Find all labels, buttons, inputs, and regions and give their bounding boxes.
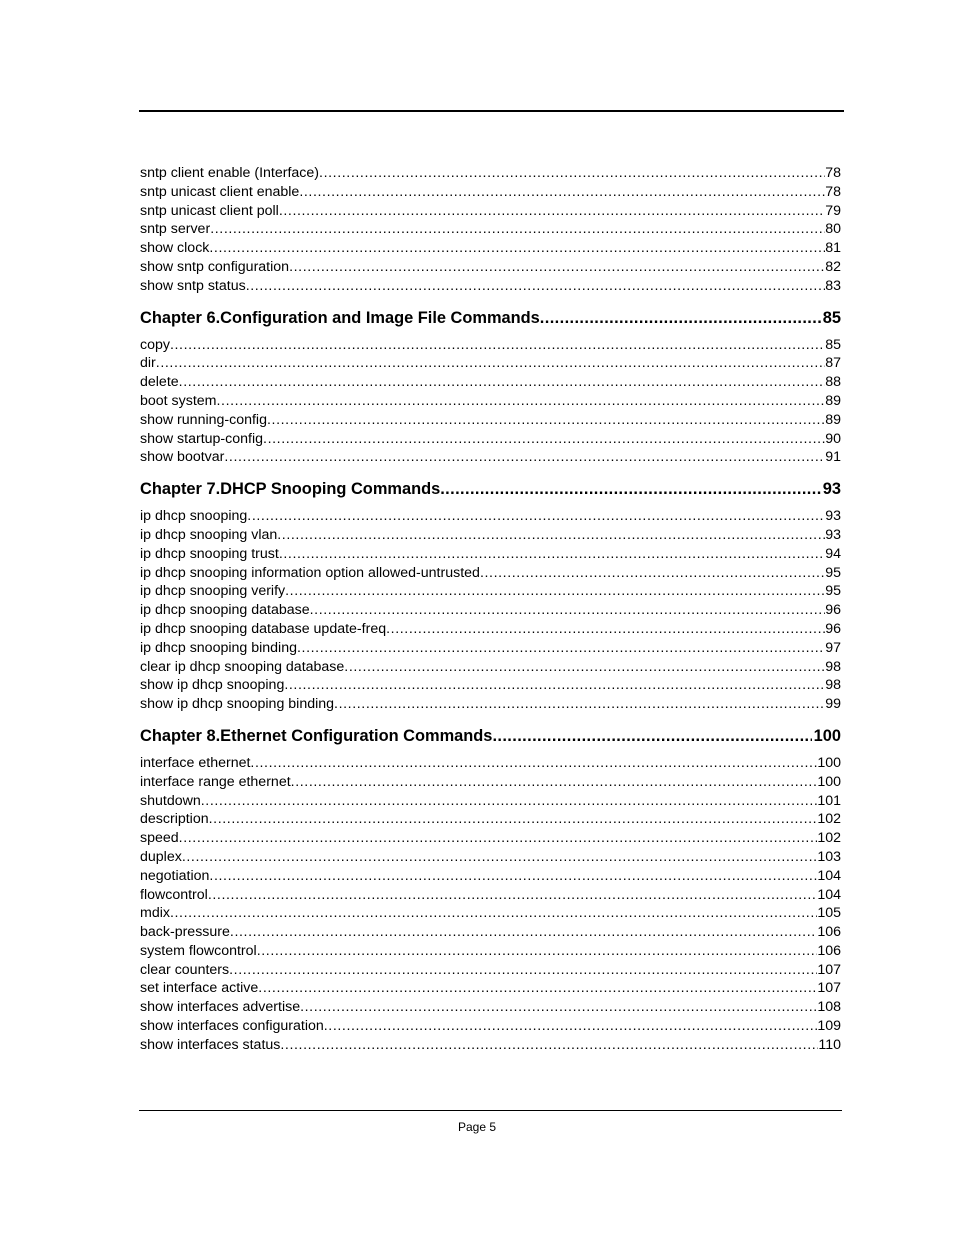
toc-page-number: 85 — [825, 336, 841, 353]
dot-leader — [263, 430, 825, 449]
toc-entry-label: boot system — [140, 392, 217, 409]
toc-page-number: 93 — [825, 508, 841, 525]
toc-entry[interactable] — [140, 202, 841, 221]
toc-page-number: 102 — [817, 830, 841, 847]
dot-leader — [201, 792, 818, 811]
toc-entry-label: show startup-config — [140, 430, 264, 447]
toc-entry[interactable] — [140, 620, 841, 639]
toc-entry-label: ip dhcp snooping — [140, 508, 248, 525]
toc-page-number: 107 — [817, 980, 841, 997]
dot-leader — [300, 998, 817, 1017]
toc-page-number: 97 — [825, 639, 841, 656]
toc-page-number: 102 — [817, 811, 841, 828]
toc-entry-label: sntp client enable (Interface) — [140, 165, 320, 181]
dot-leader — [257, 942, 818, 961]
toc-entry[interactable] — [140, 601, 841, 620]
toc-page-number: 106 — [817, 924, 841, 941]
dot-leader — [480, 564, 825, 583]
toc-entry-label: description — [140, 811, 209, 828]
dot-leader — [258, 979, 817, 998]
dot-leader — [246, 277, 826, 296]
toc-entry-label: set interface active — [140, 980, 259, 997]
toc-page-number: 103 — [817, 848, 841, 865]
toc-entry-label: ip dhcp snooping vlan — [140, 526, 278, 543]
toc-entry-label: dir — [140, 355, 156, 372]
toc-entry[interactable] — [140, 1036, 841, 1055]
toc-entry[interactable] — [140, 220, 841, 239]
toc-entry[interactable] — [140, 695, 841, 714]
toc-entry-label: ip dhcp snooping binding — [140, 639, 297, 656]
dot-leader — [440, 477, 821, 501]
page-number: Page 5 — [457, 1120, 497, 1134]
toc-entry[interactable] — [140, 658, 841, 677]
toc-page-number: 79 — [825, 202, 841, 219]
toc-page-number: 96 — [825, 620, 841, 637]
toc-entry-label: ip dhcp snooping information option allowed-untrusted — [140, 564, 480, 581]
dot-leader — [209, 810, 818, 829]
dot-leader — [279, 545, 825, 564]
toc-entry-label: show ip dhcp snooping — [140, 677, 285, 694]
dot-leader — [277, 526, 825, 545]
dot-leader — [247, 507, 825, 526]
dot-leader — [344, 658, 825, 677]
toc-page-number: 96 — [825, 602, 841, 619]
toc-entry-label: show interfaces advertise — [140, 999, 301, 1016]
dot-leader — [334, 695, 825, 714]
dot-leader — [210, 220, 825, 239]
toc-page-number: 78 — [825, 183, 841, 200]
toc-entry-label: shutdown — [140, 792, 201, 809]
dot-leader — [209, 239, 825, 258]
dot-leader — [224, 448, 825, 467]
toc-entry[interactable] — [140, 961, 841, 980]
dot-leader — [284, 676, 825, 695]
dot-leader — [291, 773, 818, 792]
dot-leader — [279, 202, 825, 221]
toc-entry-label: speed — [140, 830, 179, 847]
toc-entry-label: ip dhcp snooping database update-freq — [140, 620, 387, 637]
toc-entry-label: sntp unicast client poll — [140, 202, 279, 219]
toc-entry-label: clear ip dhcp snooping database — [140, 658, 345, 675]
toc-page-number: 100 — [817, 773, 841, 790]
toc-entry[interactable] — [140, 354, 841, 373]
toc-entry-label: Chapter 7.DHCP Snooping Commands — [140, 480, 441, 499]
toc-page-number: 80 — [825, 221, 841, 238]
toc-entry[interactable] — [140, 923, 841, 942]
toc-entry-label: negotiation — [140, 867, 210, 884]
toc-chapter-heading[interactable] — [140, 724, 841, 748]
toc-entry[interactable] — [140, 545, 841, 564]
toc-entry[interactable] — [140, 239, 841, 258]
toc-entry-label: show clock — [140, 240, 210, 257]
dot-leader — [289, 258, 825, 277]
dot-leader — [209, 867, 817, 886]
toc-entry-label: ip dhcp snooping verify — [140, 583, 286, 600]
dot-leader — [267, 411, 825, 430]
toc-page-number: 101 — [817, 792, 841, 809]
toc-entry[interactable] — [140, 411, 841, 430]
dot-leader — [540, 306, 821, 330]
dot-leader — [217, 392, 826, 411]
dot-leader — [280, 1036, 818, 1055]
toc-entry-label: delete — [140, 374, 179, 391]
toc-entry[interactable] — [140, 773, 841, 792]
toc-entry[interactable] — [140, 564, 841, 583]
dot-leader — [179, 373, 826, 392]
toc-entry-label: show running-config — [140, 411, 267, 428]
toc-entry[interactable] — [140, 164, 841, 183]
toc-entry[interactable] — [140, 676, 841, 695]
dot-leader — [229, 961, 817, 980]
toc-entry-label: interface range ethernet — [140, 773, 291, 790]
dot-leader — [310, 601, 826, 620]
toc-page-number: 81 — [825, 240, 841, 257]
dot-leader — [324, 1017, 818, 1036]
toc-page-number: 106 — [817, 942, 841, 959]
toc-entry[interactable] — [140, 183, 841, 202]
dot-leader — [179, 829, 818, 848]
toc-page-number: 107 — [817, 961, 841, 978]
toc-entry-label: copy — [140, 336, 170, 353]
toc-page-number: 98 — [825, 677, 841, 694]
dot-leader — [156, 354, 825, 373]
dot-leader — [386, 620, 825, 639]
toc-entry-label: ip dhcp snooping database — [140, 602, 310, 619]
toc-entry[interactable] — [140, 430, 841, 449]
toc-entry[interactable] — [140, 848, 841, 867]
toc-page-number: 108 — [817, 999, 841, 1016]
toc-entry[interactable] — [140, 277, 841, 296]
toc-page-number: 90 — [825, 430, 841, 447]
toc-entry-label: show ip dhcp snooping binding — [140, 696, 335, 713]
toc-page-number: 93 — [825, 526, 841, 543]
toc-page-number: 109 — [817, 1018, 841, 1035]
toc-entry[interactable] — [140, 1017, 841, 1036]
header-rule — [139, 110, 844, 112]
toc-page-number: 98 — [825, 658, 841, 675]
toc-page-number: 82 — [825, 258, 841, 275]
toc-chapter-heading[interactable] — [140, 477, 841, 501]
toc-entry-label: show interfaces status — [140, 1036, 281, 1053]
toc-entry-label: Chapter 6.Configuration and Image File Commands — [140, 308, 540, 327]
toc-entry[interactable] — [140, 810, 841, 829]
toc-entry-label: clear counters — [140, 961, 230, 978]
toc-chapter-heading[interactable] — [140, 306, 841, 330]
toc-page-number: 89 — [825, 392, 841, 409]
toc-entry[interactable] — [140, 829, 841, 848]
toc-entry-label: show sntp status — [140, 277, 246, 294]
dot-leader — [299, 183, 825, 202]
toc-entry[interactable] — [140, 336, 841, 355]
dot-leader — [170, 336, 825, 355]
toc-entry[interactable] — [140, 258, 841, 277]
toc-page-number: 100 — [817, 754, 841, 771]
toc-entry[interactable] — [140, 998, 841, 1017]
toc-entry[interactable] — [140, 792, 841, 811]
toc-page-number: 91 — [825, 449, 841, 466]
toc-entry-label: show interfaces configuration — [140, 1018, 324, 1035]
toc-entry-label: flowcontrol — [140, 886, 208, 903]
toc-entry-label: back-pressure — [140, 924, 230, 941]
toc-entry[interactable] — [140, 448, 841, 467]
toc-entry[interactable] — [140, 979, 841, 998]
toc-page-number: 87 — [825, 355, 841, 372]
toc-entry-label: sntp unicast client enable — [140, 183, 300, 200]
toc-page-number: 95 — [825, 583, 841, 600]
dot-leader — [230, 923, 817, 942]
toc-entry[interactable] — [140, 639, 841, 658]
toc-entry[interactable] — [140, 507, 841, 526]
toc-entry[interactable] — [140, 942, 841, 961]
dot-leader — [170, 904, 817, 923]
toc-entry[interactable] — [140, 867, 841, 886]
toc-page-number: 93 — [822, 480, 841, 499]
toc-entry-label: show sntp configuration — [140, 258, 290, 275]
table-of-contents — [140, 164, 841, 1055]
toc-entry-label: Chapter 8.Ethernet Configuration Commands — [140, 726, 493, 745]
toc-entry-label: show bootvar — [140, 449, 225, 466]
toc-page-number: 100 — [813, 726, 841, 745]
toc-page-number: 94 — [825, 545, 841, 562]
dot-leader — [250, 754, 817, 773]
toc-page-number: 78 — [825, 165, 841, 181]
dot-leader — [208, 886, 818, 905]
dot-leader — [182, 848, 818, 867]
toc-entry[interactable] — [140, 904, 841, 923]
toc-page-number: 105 — [817, 905, 841, 922]
toc-page-number: 104 — [817, 886, 841, 903]
dot-leader — [319, 164, 825, 183]
dot-leader — [297, 639, 825, 658]
dot-leader — [492, 724, 811, 748]
toc-entry[interactable] — [140, 582, 841, 601]
toc-page-number: 89 — [825, 411, 841, 428]
toc-entry[interactable] — [140, 754, 841, 773]
toc-page-number: 83 — [825, 277, 841, 294]
toc-entry-label: system flowcontrol — [140, 942, 257, 959]
toc-page-number: 110 — [818, 1036, 841, 1053]
toc-page-number: 95 — [825, 564, 841, 581]
toc-entry[interactable] — [140, 392, 841, 411]
toc-page-number: 85 — [822, 308, 841, 327]
toc-page-number: 104 — [817, 867, 841, 884]
toc-entry[interactable] — [140, 373, 841, 392]
toc-page-number: 88 — [825, 374, 841, 391]
dot-leader — [285, 582, 825, 601]
toc-entry[interactable] — [140, 886, 841, 905]
toc-entry-label: interface ethernet — [140, 754, 251, 771]
toc-entry-label: ip dhcp snooping trust — [140, 545, 279, 562]
footer-rule — [139, 1110, 842, 1111]
toc-page-number: 99 — [825, 696, 841, 713]
toc-entry[interactable] — [140, 526, 841, 545]
toc-entry-label: sntp server — [140, 221, 211, 238]
toc-entry-label: mdix — [140, 905, 170, 922]
toc-entry-label: duplex — [140, 848, 182, 865]
